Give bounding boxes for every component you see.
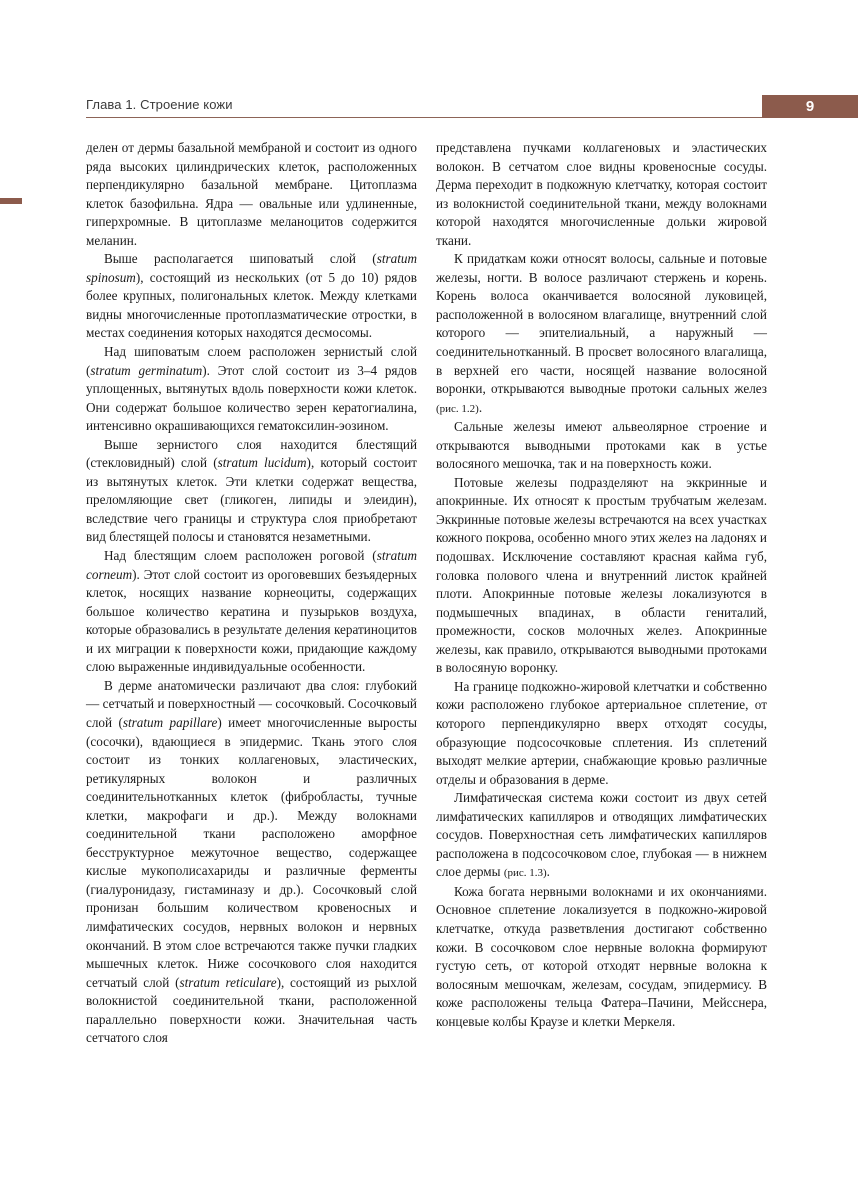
- paragraph: Сальные железы имеют альвеолярное строение и открываются выводными протоками как в устье волосяного мешочка, так и на поверхность кожи.: [436, 419, 767, 472]
- latin-term: stratum lucidum: [217, 455, 307, 471]
- figure-reference: (рис. 1.3): [503, 867, 547, 880]
- paragraph: [436, 250, 767, 418]
- text-run: ), состоящий из рыхлой волокнистой соединительной ткани, расположенной параллельно поверхности кожи. Значительная часть сетчатого слоя: [86, 974, 417, 1046]
- paragraph: представлена пучками коллагеновых и эластических волокон. В сетчатом слое видны кровеносные сосуды. Дерма переходит в подкожную клетчатку, которая состоит из волокнистой соединительной ткани, между волокнами которой находятся многочисленные дольки жировой ткани.: [436, 140, 767, 248]
- header-rule: [86, 117, 858, 118]
- text-run: Выше располагается шиповатый слой (: [104, 251, 377, 267]
- text-run: Над шиповатым слоем расположен зернистый слой (: [86, 344, 417, 378]
- text-run: В дерме анатомически различают два слоя: глубокий — сетчатый и поверхностный — сосочковый. Сосочковый слой (: [86, 677, 417, 730]
- paragraph: [86, 547, 417, 677]
- text-run: Над блестящим слоем расположен роговой (: [104, 548, 377, 564]
- text-run: ). Этот слой состоит из ороговевших безъядерных клеток, носящих название корнеоциты, содержащих большое количество кератина и пузырьков воздуха, которые образовались в результате деления кератиноцитов и их миграции к поверхности кожи, придающие каждому слою выраженные индивидуальные особенности.: [86, 566, 417, 675]
- text-run: ). Этот слой состоит из 3–4 рядов уплощенных, вытянутых вдоль поверхности кожи клеток. Они содержат большое количество зерен кератогиалина, интенсивно окрашивающихся гематоксилин-эозином.: [86, 362, 418, 434]
- side-edge-marker: [0, 198, 22, 204]
- paragraph: [86, 343, 417, 436]
- paragraph: [86, 436, 417, 547]
- figure-reference: (рис. 1.2): [436, 402, 479, 415]
- text-run: ) имеет многочисленные выросты (сосочки), вдающиеся в эпидермис. Ткань этого слоя состоит из тонких коллагеновых, эластических, ретикулярных волокон и различных соединительнотканных клеток (фибробласты, тучные клетки, макрофаги и др.). Между волокнами соединительной ткани расположено аморфное бесструктурное межуточное вещество, содержащее кислые мукополисахариды и различные ферменты (гиалуронидазу, гистаминазу и др.). Сосочковый слой пронизан большим количеством кровеносных и лимфатических сосудов, нервных волокон и нервных окончаний. В этом слое встречаются также пучки гладких мышечных клеток. Ниже сосочкового слоя находится сетчатый слой (: [86, 714, 417, 990]
- text-run: К придаткам кожи относят волосы, сальные и потовые железы, ногти. В волосе различают стержень и корень. Корень волоса оканчивается волосяной луковицей, расположенной в волосяном влагалище, внутренний слой которого — эпителиальный, а наружный — соединительнотканный. В просвет волосяного влагалища, в верхней его части, носящей название волосяной воронки, открываются выводные протоки сальных желез: [436, 251, 767, 397]
- text-run: ), который состоит из вытянутых клеток. Эти клетки содержат вещества, преломляющие свет (гликоген, липиды и элеидин), вследствие чего границы и структура слоя приобретают вид блестящей полосы и становятся незаметными.: [86, 455, 418, 545]
- running-header-title: Глава 1. Строение кожи: [86, 97, 233, 112]
- paragraph: делен от дермы базальной мембраной и состоит из одного ряда высоких цилиндрических клеток, расположенных перпендикулярно базальной мембране. Цитоплазма клеток базофильна. Ядра — овальные или удлиненные, гиперхромные. В цитоплазме меланоцитов содержится меланин.: [86, 140, 417, 248]
- latin-term: stratum reticulare: [179, 974, 277, 990]
- paragraph: [436, 789, 767, 883]
- right-column: [436, 139, 767, 1031]
- text-run: .: [546, 864, 550, 880]
- latin-term: stratum corneum: [86, 548, 417, 582]
- latin-term: stratum spinosum: [86, 251, 417, 285]
- paragraph: Кожа богата нервными волокнами и их окончаниями. Основное сплетение локализуется в подкожно-жировой клетчатке, откуда разветвления достигают собственно кожи. В сосочковом слое нервные волокна формируют густую сеть, от которой отходят нервные волокна к волосяным мешочкам, железам, сосудам, эпидермису. В коже расположены тельца Фатера–Пачини, Мейсснера, концевые колбы Краузе и клетки Меркеля.: [436, 883, 767, 1029]
- page-number-tab: 9: [762, 95, 858, 118]
- left-column: [86, 139, 417, 1048]
- text-run: ), состоящий из нескольких (от 5 до 10) рядов более крупных, полигональных клеток. Между клетками видны многочисленные протоплазматические отростки, в местах соединения которых находятся десмосомы.: [86, 269, 417, 341]
- text-run: .: [478, 399, 483, 415]
- paragraph: Потовые железы подразделяют на эккринные и апокринные. Их относят к простым трубчатым железам. Эккринные потовые железы встречаются на всех участках кожного покрова, особенно много этих желез на ладонях и подошвах. Исключение составляют красная кайма губ, головка полового члена и внутренний листок крайней плоти. Апокринные потовые железы локализуются в подмышечных впадинах, в области гениталий, промежности, сосков молочных желез. Апокринные железы, как правило, открываются выводными протоками в волосяную воронку.: [436, 474, 767, 676]
- paragraph: [86, 250, 417, 343]
- latin-term: stratum papillare: [122, 714, 218, 730]
- latin-term: stratum germinatum: [90, 362, 203, 378]
- paragraph: [86, 677, 417, 1048]
- text-run: Лимфатическая система кожи состоит из двух сетей лимфатических капилляров и отводящих лимфатических сосудов. Поверхностная сеть лимфатических капилляров расположена в подсосочковом слое, глубокая — в нижнем слое дермы: [436, 790, 767, 880]
- text-run: Выше зернистого слоя находится блестящий (стекловидный) слой (: [86, 436, 417, 471]
- paragraph: На границе подкожно-жировой клетчатки и собственно кожи расположено глубокое артериальное сплетение, от которого перпендикулярно вверх отходят сосуды, образующие подсосочковые сплетения. Из сплетений выходят мелкие артерии, снабжающие кровью различные отделы и образования в дерме.: [436, 678, 767, 787]
